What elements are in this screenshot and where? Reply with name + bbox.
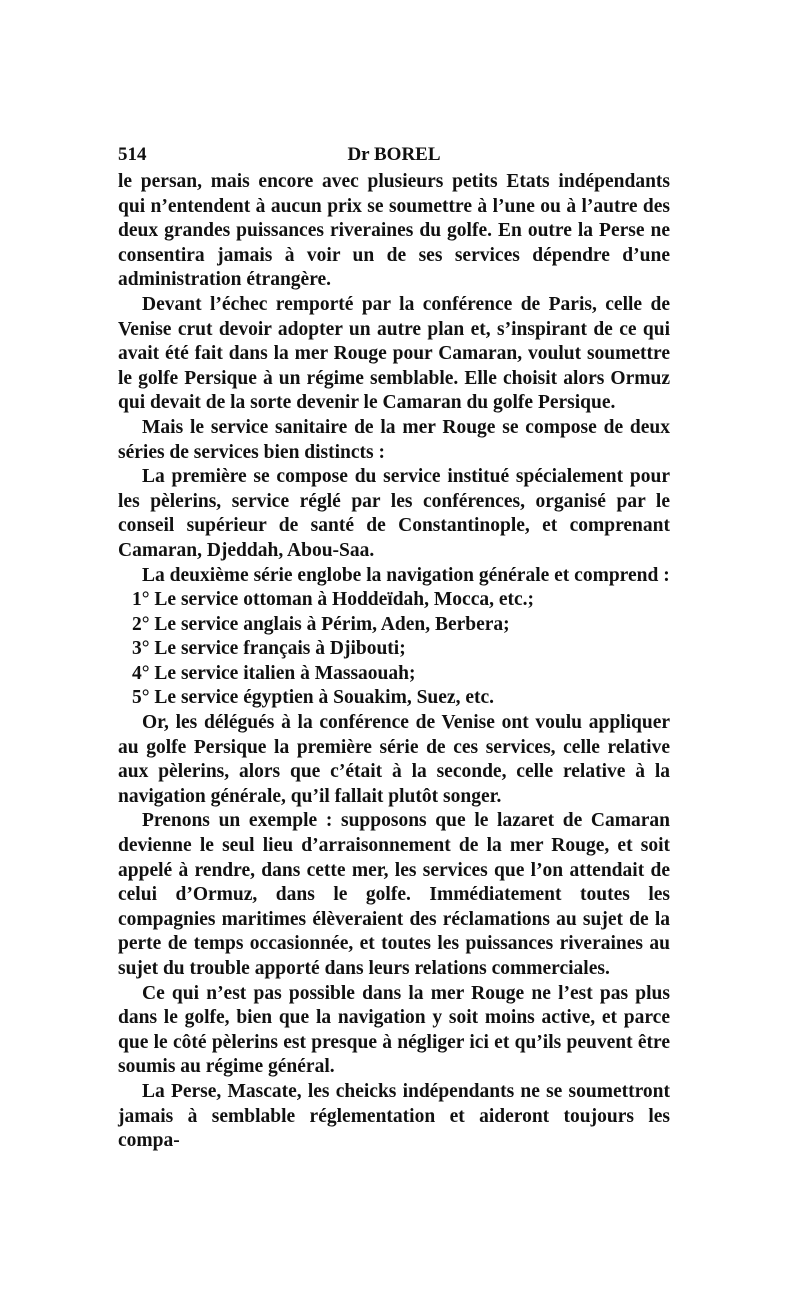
paragraph: Devant l’échec remporté par la conférence de Paris, celle de Venise crut devoir adopter un autre plan et, s’inspirant de ce qui avait été fait dans la mer Rouge pour Camaran, voulut soumettre le golfe Persique à un régime semblable. Elle choisit alors Ormuz qui devait de la sorte devenir le Camaran du golfe Persique. — [118, 293, 670, 414]
book-page — [118, 140, 670, 1154]
list-item: 5° Le service égyptien à Souakim, Suez, etc. — [132, 687, 494, 709]
list-item: 2° Le service anglais à Périm, Aden, Berbera; — [132, 613, 510, 635]
paragraph: Ce qui n’est pas possible dans la mer Rouge ne l’est pas plus dans le golfe, bien que la navigation y soit moins active, et parce que le côté pèlerins est presque à négliger ici et qu’ils peuvent être soumis au régime général. — [118, 982, 670, 1078]
list-item: 1° Le service ottoman à Hoddeïdah, Mocca, etc.; — [132, 589, 535, 611]
paragraph: Or, les délégués à la conférence de Venise ont voulu appliquer au golfe Persique la première série de ces services, celle relative aux pèlerins, alors que c’était à la seconde, celle relative à la navigation générale, qu’il fallait plutôt songer. — [118, 712, 670, 807]
body-text — [118, 170, 670, 1154]
paragraph: La première se compose du service institué spécialement pour les pèlerins, service réglé par les conférences, organisé par le conseil supérieur de santé de Constantinople, et comprenant Camaran, Djeddah, Abou-Saa. — [118, 466, 670, 561]
paragraph: Prenons un exemple : supposons que le lazaret de Camaran devienne le seul lieu d’arraisonnement de la mer Rouge, et soit appelé à rendre, dans cette mer, les services que l’on attendait de celui d’Ormuz, dans le golfe. Immédiatement toutes les compagnies maritimes élèveraient des réclamations au sujet de la perte de temps occasionnée, et toutes les puissances riveraines au sujet du trouble apporté dans leurs relations commerciales. — [118, 810, 670, 979]
list-item: 4° Le service italien à Massaouah; — [132, 662, 416, 684]
list-item: 3° Le service français à Djibouti; — [132, 638, 406, 660]
paragraph: Mais le service sanitaire de la mer Rouge se compose de deux séries de services bien distincts : — [118, 416, 670, 463]
paragraph: La Perse, Mascate, les cheicks indépendants ne se soumettront jamais à semblable réglementation et aideront toujours les compa- — [118, 1080, 670, 1152]
paragraph-continuation: le persan, mais encore avec plusieurs petits Etats indépendants qui n’entendent à aucun prix se soumettre à l’une ou à l’autre des deux grandes puissances riveraines du golfe. En outre la Perse ne consentira jamais à voir un de ses services dépendre d’une administration étrangère. — [118, 171, 670, 291]
page-header — [118, 140, 670, 170]
page-number: 514 — [118, 144, 147, 165]
paragraph: La deuxième série englobe la navigation générale et comprend : — [142, 564, 670, 586]
running-title: Dr BOREL — [347, 144, 441, 165]
